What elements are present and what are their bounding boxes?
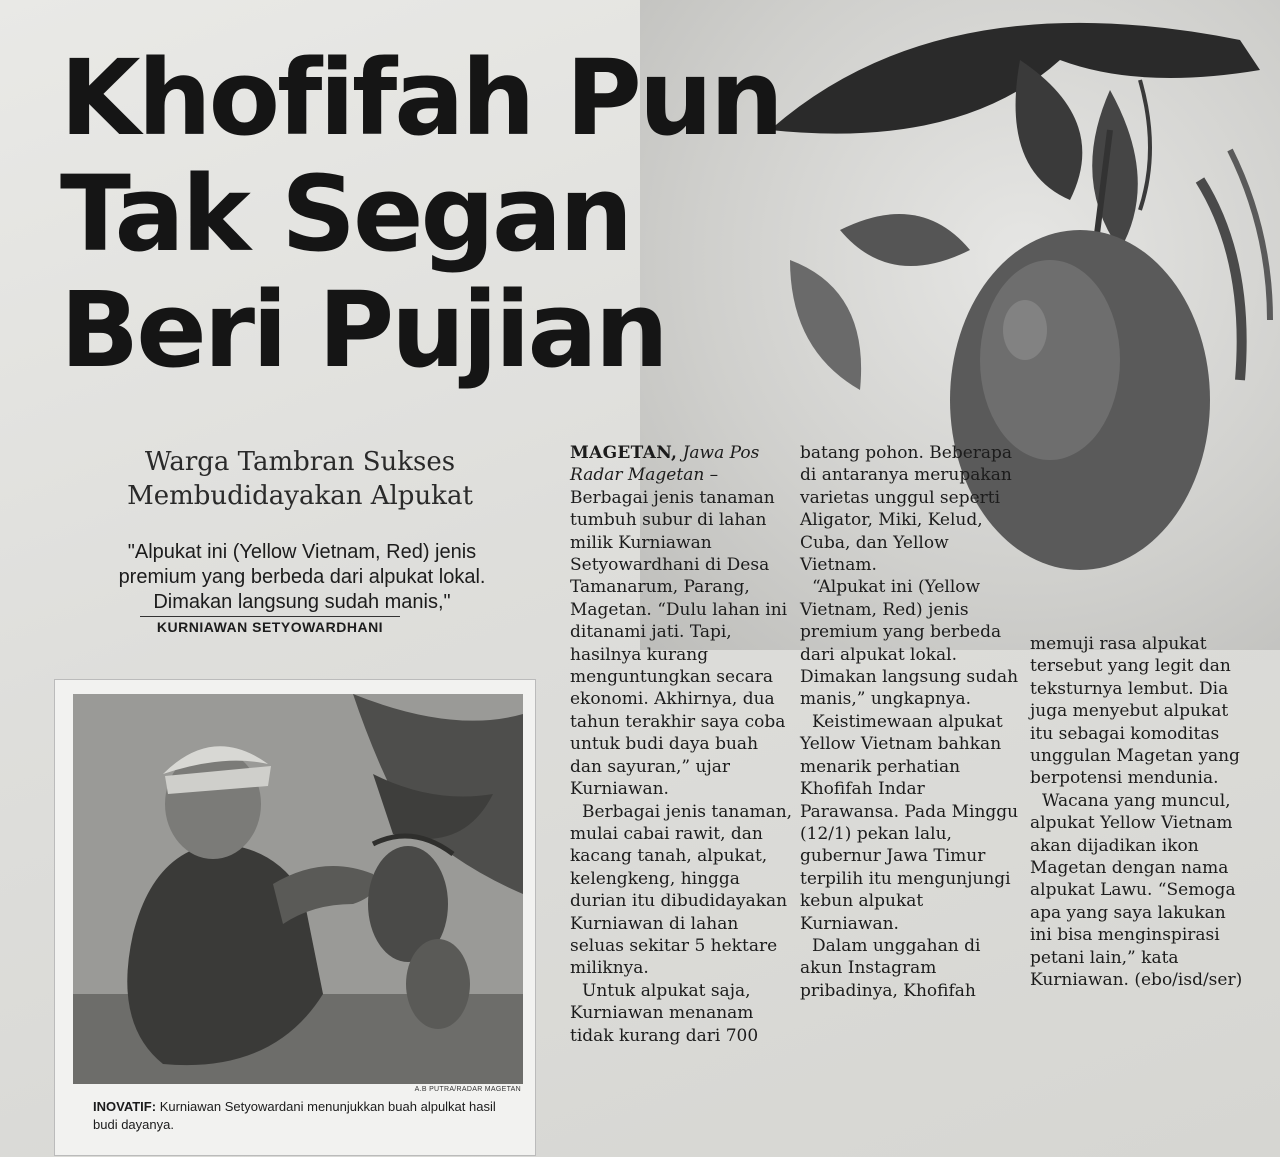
paragraph-3-start: Untuk alpukat saja, Kurniawan menanam tidak kurang dari 700 bbox=[570, 980, 759, 1046]
photo-caption bbox=[93, 1098, 523, 1134]
pull-quote-line-1: "Alpukat ini (Yellow Vietnam, Red) jenis bbox=[127, 541, 477, 563]
paragraph-2: Berbagai jenis tanaman, mulai cabai rawit, dan kacang tanah, alpukat, kelengkeng, hingga durian itu dibudidayakan Kurniawan di lahan seluas sekitar 5 hektare miliknya. bbox=[570, 801, 793, 979]
paragraph-6-end: memuji rasa alpukat tersebut yang legit dan teksturnya lembut. Dia juga menyebut alpukat itu sebagai komoditas unggulan Magetan yang berpotensi mendunia. bbox=[1030, 634, 1240, 789]
pull-quote-author: KURNIAWAN SETYOWARDHANI bbox=[140, 616, 400, 635]
dateline: MAGETAN, bbox=[570, 443, 678, 463]
farmer-photo bbox=[73, 694, 523, 1084]
article-column-3 bbox=[1030, 633, 1252, 992]
caption-label: INOVATIF: bbox=[93, 1099, 157, 1114]
pull-quote bbox=[62, 540, 542, 615]
paragraph-4: “Alpukat ini (Yellow Vietnam, Red) jenis premium yang berbeda dari alpukat lokal. Dimakan langsung sudah manis,” ungkapnya. bbox=[800, 577, 1019, 710]
headline bbox=[60, 37, 820, 391]
article-column-1 bbox=[570, 442, 795, 1047]
pull-quote-line-2: premium yang berbeda dari alpukat lokal. bbox=[118, 566, 486, 588]
subheadline bbox=[80, 445, 520, 513]
caption-text: Kurniawan Setyowardani menunjukkan buah alpulkat hasil budi dayanya. bbox=[93, 1099, 496, 1132]
headline-line-2: Tak Segan bbox=[60, 153, 631, 275]
farmer-illustration bbox=[73, 694, 523, 1084]
paragraph-1: Berbagai jenis tanaman tumbuh subur di lahan milik Kurniawan Setyowardhani di Desa Tamanarum, Parang, Magetan. “Dulu lahan ini ditanami jati. Tapi, hasilnya kurang menguntungkan secara ekonomi. Akhirnya, dua tahun terakhir saya coba untuk budi daya buah dan sayuran,” ujar Kurniawan. bbox=[570, 487, 788, 800]
dateline-dash: – bbox=[704, 465, 719, 486]
publication-name: Jawa Pos Radar Magetan bbox=[570, 443, 760, 486]
paragraph-3-end: batang pohon. Beberapa di antaranya merupakan varietas unggul seperti Aligator, Miki, Kelud, Cuba, dan Yellow Vietnam. bbox=[800, 443, 1013, 576]
inset-photo-frame bbox=[55, 680, 535, 1155]
paragraph-7: Wacana yang muncul, alpukat Yellow Vietnam akan dijadikan ikon Magetan dengan nama alpukat Lawu. “Semoga apa yang saya lakukan ini bisa menginspirasi petani lain,” kata Kurniawan. (ebo/isd/ser) bbox=[1030, 790, 1243, 991]
article-paragraph bbox=[570, 442, 795, 801]
paragraph-6-start: Dalam unggahan di akun Instagram pribadinya, Khofifah bbox=[800, 935, 981, 1001]
subheadline-line-1: Warga Tambran Sukses bbox=[144, 447, 456, 477]
pull-quote-line-3: Dimakan langsung sudah manis," bbox=[153, 591, 451, 613]
paragraph-5: Keistimewaan alpukat Yellow Vietnam bahkan menarik perhatian Khofifah Indar Parawansa. Pada Minggu (12/1) pekan lalu, gubernur Jawa Timur terpilih itu mengunjungi kebun alpukat Kurniawan. bbox=[800, 711, 1019, 934]
subheadline-line-2: Membudidayakan Alpukat bbox=[127, 481, 473, 511]
photo-credit: A.B PUTRA/RADAR MAGETAN bbox=[414, 1086, 521, 1093]
article-column-2 bbox=[800, 442, 1022, 1002]
headline-line-1: Khofifah Pun bbox=[60, 37, 781, 159]
headline-line-3: Beri Pujian bbox=[60, 269, 666, 391]
